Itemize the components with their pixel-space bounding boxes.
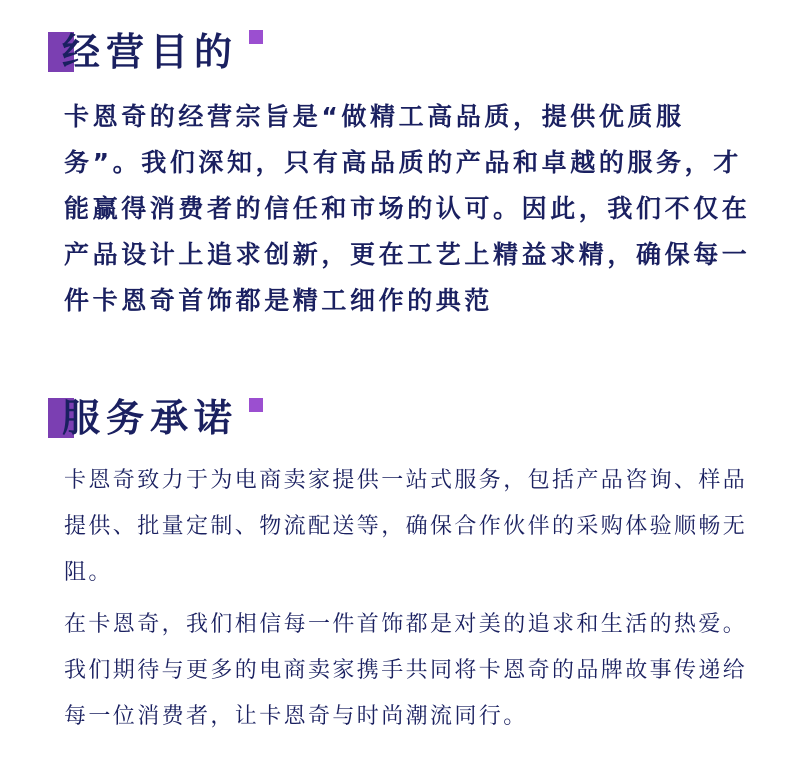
purpose-title: 经营目的 bbox=[62, 30, 239, 74]
heading-accent-square bbox=[249, 30, 263, 44]
service-title: 服务承诺 bbox=[62, 396, 239, 440]
heading-accent-square bbox=[249, 398, 263, 412]
service-paragraph: 在卡恩奇，我们相信每一件首饰都是对美的追求和生活的热爱。我们期待与更多的电商卖家携手共同将卡恩奇的品牌故事传递给每一位消费者，让卡恩奇与时尚潮流同行。 bbox=[64, 612, 748, 729]
service-paragraph: 卡恩奇致力于为电商卖家提供一站式服务，包括产品咨询、样品提供、批量定制、物流配送等，确保合作伙伴的采购体验顺畅无阻。 bbox=[64, 468, 748, 585]
purpose-text: 卡恩奇的经营宗旨是“做精工高品质，提供优质服务”。我们深知，只有高品质的产品和卓越的服务，才能赢得消费者的信任和市场的认可。因此，我们不仅在产品设计上追求创新，更在工艺上精益求精，确保每一件卡恩奇首饰都是精工细作的典范 bbox=[64, 102, 751, 315]
